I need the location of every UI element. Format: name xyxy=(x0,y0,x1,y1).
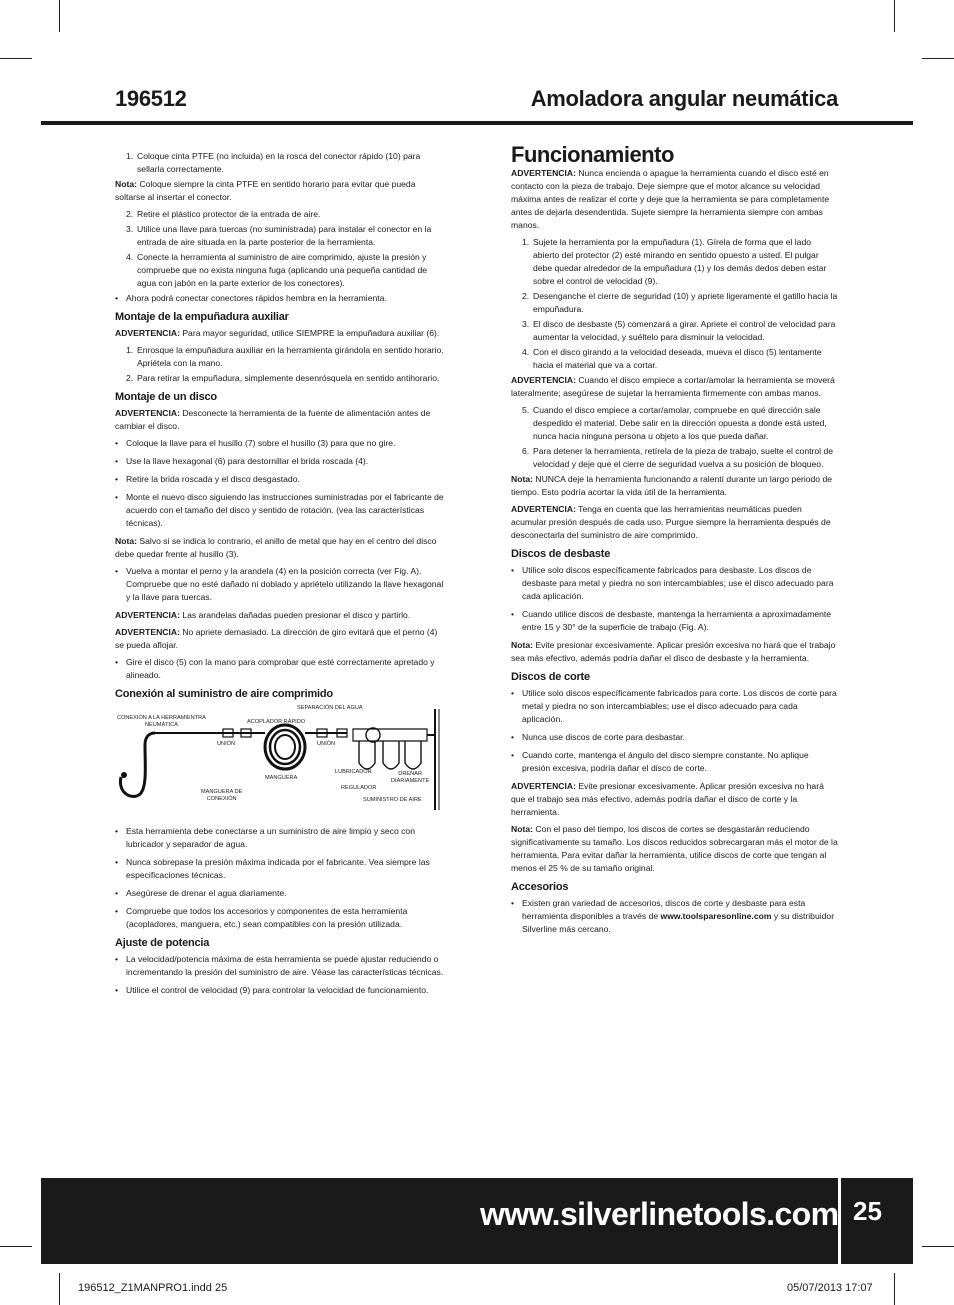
paragraph-text: Salvo si se indica lo contrario, el anillo de metal que hay en el centro del disco debe quedar frente al husillo (3). xyxy=(115,536,437,559)
label-drain-daily: DRENAR DIARIAMENTE xyxy=(391,771,430,784)
grinding-discs-section xyxy=(511,564,838,665)
power-section xyxy=(115,953,445,997)
step-number: 1. xyxy=(126,151,134,161)
left-column xyxy=(115,150,445,1002)
step-text: Con el disco girando a la velocidad deseada, mueva el disco (5) lentamente hacia el material que va a cortar. xyxy=(533,347,822,370)
note-lead: ADVERTENCIA: xyxy=(115,328,180,338)
section-heading: Conexión al suministro de aire comprimido xyxy=(115,688,333,700)
section-heading: Ajuste de potencia xyxy=(115,937,210,949)
crop-mark xyxy=(922,1246,954,1247)
crop-mark xyxy=(894,1273,895,1305)
numbered-step xyxy=(511,318,838,344)
step-text: Sujete la herramienta por la empuñadura (1). Gírela de forma que el lado abierto del protector (2) esté mirando en sentido opuesto a usted. El pulgar debe quedar alrededor de la empuñadura (1) y los demás dedos deben estar sobre el control de velocidad (9). xyxy=(533,237,827,286)
header-rule xyxy=(41,121,913,125)
step-text: Utilice una llave para tuercas (no suministrada) para instalar el conector en la entrada de aire situada en la parte posterior de la herramienta. xyxy=(137,224,432,247)
step-text: Enrosque la empuñadura auxiliar en la herramienta girándola en sentido horario. Apriétela con la mano. xyxy=(137,345,444,368)
numbered-step xyxy=(115,208,445,221)
step-text: Para retirar la empuñadura, simplemente desenrósquela en sentido antihorario. xyxy=(137,373,440,383)
paragraph-text: Coloque siempre la cinta PTFE en sentido horario para evitar que pueda soltarse al insertar el conector. xyxy=(115,179,416,202)
page-number: 25 xyxy=(853,1196,882,1226)
paragraph-text: Las arandelas dañadas pueden presionar el disco y partirlo. xyxy=(179,610,411,620)
paragraph-text: Evite presionar excesivamente. Aplicar presión excesiva no hará que el trabajo sea más efectivo, además podría dañar el disco de corte y la herramienta. xyxy=(511,781,824,817)
step-number: 1. xyxy=(126,345,134,355)
accessories-text: Existen gran variedad de accesorios, discos de corte y desbaste para esta herramienta disponibles a través de xyxy=(522,898,806,921)
paragraph-text: Para mayor seguridad, utilice SIEMPRE la empuñadura auxiliar (6). xyxy=(179,328,440,338)
section-heading: Discos de desbaste xyxy=(511,548,611,560)
footer-website[interactable]: www.silverlinetools.com xyxy=(480,1196,839,1232)
label-connection-hose: MANGUERA DE CONEXIÓN xyxy=(201,789,243,802)
paragraph-text: Cuando el disco empiece a cortar/amolar la herramienta se moverá lateralmente; asegúrese de sujetar la herramienta firmemente con ambas manos. xyxy=(511,375,835,398)
bullet-item: • Utilice el control de velocidad (9) para controlar la velocidad de funcionamiento. xyxy=(115,984,445,997)
paragraph-text: Desconecte la herramienta de la fuente de alimentación antes de cambiar el disco. xyxy=(115,408,431,431)
section-heading: Montaje de la empuñadura auxiliar xyxy=(115,311,289,323)
step-number: 5. xyxy=(522,405,530,415)
bullet-item: • La velocidad/potencia máxima de esta herramienta se puede ajustar reduciendo o incrementando la presión del suministro de aire. Véase las características técnicas. xyxy=(115,953,445,979)
note-lead: ADVERTENCIA: xyxy=(511,781,576,791)
bullet-item: • Cuando corte, mantenga el ángulo del disco siempre constante. No aplique presión excesiva, podría dañar el disco de corte. xyxy=(511,749,838,775)
bullet-item: • Nunca sobrepase la presión máxima indicada por el fabricante. Vea siempre las especificaciones técnicas. xyxy=(115,856,445,882)
label-tool-connection: CONEXIÓN A LA HERRAMIENTRA NEUMÁTICA xyxy=(117,715,206,728)
intro-section xyxy=(115,150,445,305)
step-number: 4. xyxy=(126,252,134,262)
bullet-item: • Use la llave hexagonal (6) para destornillar el brida roscada (4). xyxy=(115,455,445,468)
paragraph xyxy=(115,327,445,340)
step-text: Conecte la herramienta al suministro de aire comprimido, ajuste la presión y compruebe que no exista ninguna fuga (aplicando una pequeña cantidad de agua con jabón en la parte exterior de los conectores). xyxy=(137,252,428,288)
note-lead: ADVERTENCIA: xyxy=(115,408,180,418)
paragraph xyxy=(511,639,838,665)
disc-mount-section xyxy=(115,407,445,682)
bullet-item: • Utilice solo discos específicamente fabricados para desbaste. Los discos de desbaste para metal y piedra no son intercambiables; use el disco adecuado para cada aplicación. xyxy=(511,564,838,603)
paragraph-text: Nunca encienda o apague la herramienta cuando el disco esté en contacto con la pieza de trabajo. Deje siempre que el motor alcance su velocidad máxima antes de realizar el corte y deje que la herramienta se para completamente antes de dejarla desendentida. Sujete siempre la herramienta siempre con ambas manos. xyxy=(511,168,830,230)
bullet-item: • Compruebe que todos los accesorios y componentes de esta herramienta (acopladores, manguera, etc.) sean compatibles con la presión utilizada. xyxy=(115,905,445,931)
operation-section xyxy=(511,167,838,542)
crop-mark xyxy=(0,58,32,59)
paragraph xyxy=(511,167,838,232)
step-text: Para detener la herramienta, retírela de la pieza de trabajo, suelte el control de velocidad y deje que el cierre de seguridad vuelva a su posición de bloqueo. xyxy=(533,446,834,469)
paragraph xyxy=(511,823,838,875)
crop-mark xyxy=(59,0,60,32)
accessories-item xyxy=(511,897,838,936)
footer-divider xyxy=(838,1178,841,1264)
label-regulator: REGULADOR xyxy=(341,785,377,791)
bullet-item: • Nunca use discos de corte para desbastar. xyxy=(511,731,838,744)
note-lead: Nota: xyxy=(115,179,137,189)
product-code: 196512 xyxy=(115,86,187,111)
paragraph xyxy=(115,407,445,433)
print-date: 05/07/2013 17:07 xyxy=(787,1282,873,1294)
numbered-step xyxy=(511,445,838,471)
label-hose: MANGUERA xyxy=(265,775,298,781)
bullet-item: • Gire el disco (5) con la mano para comprobar que esté correctamente apretado y alineado. xyxy=(115,656,445,682)
numbered-step xyxy=(511,404,838,443)
paragraph xyxy=(511,473,838,499)
paragraph xyxy=(511,503,838,542)
numbered-step xyxy=(115,150,445,176)
paragraph xyxy=(115,178,445,204)
section-heading: Discos de corte xyxy=(511,671,590,683)
bullet-item: • Esta herramienta debe conectarse a un suministro de aire limpio y seco con lubricador y separador de agua. xyxy=(115,825,445,851)
bullet-item: • Retire la brida roscada y el disco desgastado. xyxy=(115,473,445,486)
paragraph xyxy=(115,535,445,561)
paragraph xyxy=(511,374,838,400)
numbered-step xyxy=(511,346,838,372)
section-heading: Accesorios xyxy=(511,881,569,893)
paragraph xyxy=(115,626,445,652)
paragraph xyxy=(511,780,838,819)
step-text: Desenganche el cierre de seguridad (10) y apriete ligeramente el gatillo hacia la empuñadura. xyxy=(533,291,838,314)
note-lead: ADVERTENCIA: xyxy=(511,375,576,385)
accessories-link[interactable]: www.toolsparesonline.com xyxy=(660,911,772,921)
step-number: 2. xyxy=(126,373,134,383)
step-number: 2. xyxy=(522,291,530,301)
right-column xyxy=(511,142,838,941)
crop-mark xyxy=(0,1246,32,1247)
paragraph-text: Tenga en cuenta que las herramientas neumáticas pueden acumular presión después de cada uso. Purgue siempre la herramienta después de desconectarla del suministro de aire comprimido. xyxy=(511,504,831,540)
bullet-item: • Ahora podrá conectar conectores rápidos hembra en la herramienta. xyxy=(115,292,445,305)
accessories-text: y su distribuidor Silverline más cercano. xyxy=(522,911,835,934)
label-quick-coupler: ACOPLADOR RÁPIDO xyxy=(247,719,306,725)
label-lubricator: LUBRICADOR xyxy=(335,769,372,775)
file-slug: 196512_Z1MANPRO1.indd 25 xyxy=(78,1282,228,1294)
numbered-step xyxy=(115,223,445,249)
step-number: 3. xyxy=(126,224,134,234)
section-heading: Montaje de un disco xyxy=(115,391,217,403)
note-lead: ADVERTENCIA: xyxy=(511,168,576,178)
bullet-item: • Monte el nuevo disco siguiendo las instrucciones suministradas por el fabricante de acuerdo con el tamaño del disco y sentido de rotación. (vea las características técnicas). xyxy=(115,491,445,530)
step-number: 1. xyxy=(522,237,530,247)
bullet-item: • Asegúrese de drenar el agua diariamente. xyxy=(115,887,445,900)
cutting-discs-section xyxy=(511,687,838,875)
note-lead: Nota: xyxy=(511,640,533,650)
paragraph xyxy=(115,609,445,622)
note-lead: Nota: xyxy=(511,474,533,484)
paragraph-text: Evite presionar excesivamente. Aplicar presión excesiva no hará que el trabajo sea más efectivo, además podría dañar el disco de desbaste y la herramienta. xyxy=(511,640,836,663)
step-text: Coloque cinta PTFE (no incluida) en la rosca del conector rápido (10) para sellarla correctamente. xyxy=(137,151,421,174)
paragraph-text: No apriete demasiado. La dirección de giro evitará que el perno (4) se pueda aflojar. xyxy=(115,627,438,650)
crop-mark xyxy=(922,58,954,59)
label-union: UNIÓN xyxy=(317,741,336,747)
step-text: Retire el plástico protector de la entrada de aire. xyxy=(137,209,321,219)
step-text: Cuando el disco empiece a cortar/amolar, compruebe en qué dirección sale despedido el material. Debe salir en la dirección opuesta a donde está usted, nunca hacia ninguna persona u objeto a los que pueda dañar. xyxy=(533,405,827,441)
air-connection-section xyxy=(115,825,445,931)
operation-title: Funcionamiento xyxy=(511,142,674,167)
note-lead: Nota: xyxy=(115,536,137,546)
note-lead: ADVERTENCIA: xyxy=(115,610,180,620)
label-union: UNIÓN xyxy=(217,741,236,747)
label-water-separation: SEPARACIÓN DEL AGUA xyxy=(297,705,363,711)
bullet-item: • Utilice solo discos específicamente fabricados para corte. Los discos de corte para metal y piedra no son intercambiables; use el disco adecuado para cada aplicación. xyxy=(511,687,838,726)
numbered-step xyxy=(511,290,838,316)
bullet-item: • Vuelva a montar el perno y la arandela (4) en la posición correcta (ver Fig. A). Compruebe que no esté dañado ni doblado y apriételo utilizando la llave hexagonal y la llave para tuercas. xyxy=(115,565,445,604)
label-air-supply: SUMINISTRO DE AIRE xyxy=(363,797,422,803)
page-title: Amoladora angular neumática xyxy=(530,86,838,111)
step-number: 6. xyxy=(522,446,530,456)
numbered-step xyxy=(115,372,445,385)
note-lead: ADVERTENCIA: xyxy=(511,504,576,514)
aux-handle-section xyxy=(115,327,445,385)
step-text: El disco de desbaste (5) comenzará a girar. Apriete el control de velocidad para aumentar la velocidad, y suéltelo para disminuir la velocidad. xyxy=(533,319,836,342)
step-number: 3. xyxy=(522,319,530,329)
numbered-step xyxy=(115,251,445,290)
air-supply-diagram xyxy=(115,705,445,815)
numbered-step xyxy=(115,344,445,370)
step-number: 4. xyxy=(522,347,530,357)
step-number: 2. xyxy=(126,209,134,219)
numbered-step xyxy=(511,236,838,288)
crop-mark xyxy=(59,1273,60,1305)
crop-mark xyxy=(894,0,895,32)
bullet-item: • Coloque la llave para el husillo (7) sobre el husillo (3) para que no gire. xyxy=(115,437,445,450)
note-lead: Nota: xyxy=(511,824,533,834)
note-lead: ADVERTENCIA: xyxy=(115,627,180,637)
paragraph-text: Con el paso del tiempo, los discos de cortes se desgastarán reduciendo significativamente su tamaño. Los discos reducidos sobrecargaran más el motor de la herramienta. Para evitar dañar la herramienta, utilice discos de corte que tengan al menos el 25 % de su tamaño original. xyxy=(511,824,838,873)
bullet-item: • Cuando utilice discos de desbaste, mantenga la herramienta a aproximadamente entre 15 y 30° de la superficie de trabajo (Fig. A). xyxy=(511,608,838,634)
paragraph-text: NUNCA deje la herramienta funcionando a ralentí durante un largo periodo de tiempo. Esto podría acortar la vida útil de la herramienta. xyxy=(511,474,833,497)
